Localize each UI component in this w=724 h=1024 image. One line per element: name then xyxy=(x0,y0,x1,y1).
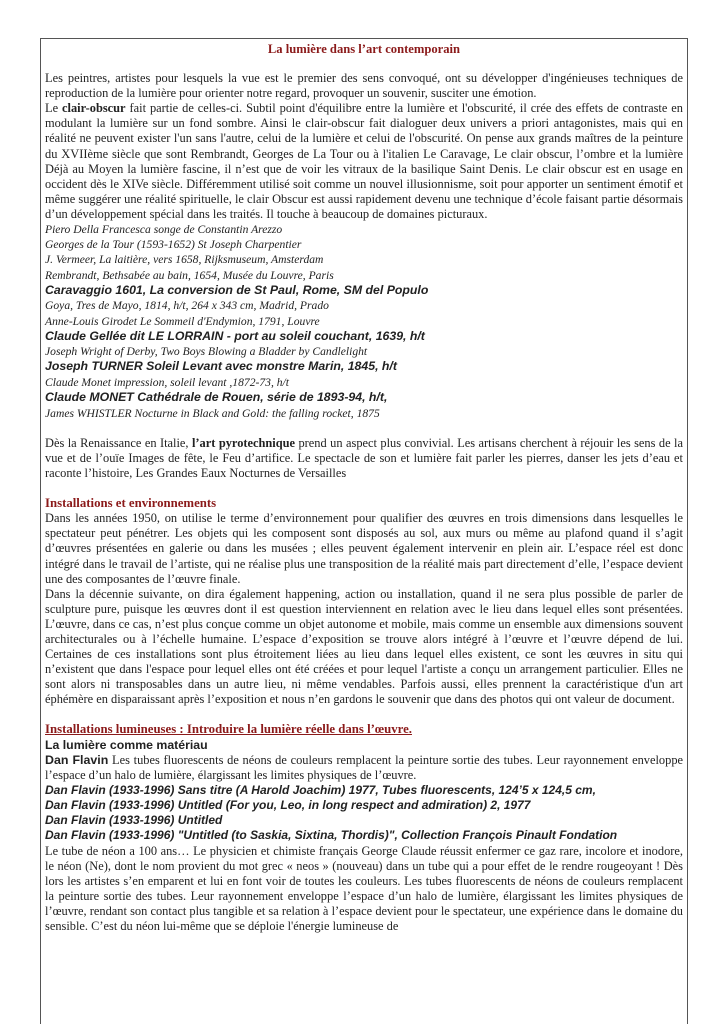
materiau-subheading: La lumière comme matériau xyxy=(45,737,208,752)
work-item: Georges de la Tour (1593-1652) St Joseph Charpentier xyxy=(45,238,302,252)
work-item: Anne-Louis Girodet Le Sommeil d'Endymion, 1791, Louvre xyxy=(45,314,320,328)
flavin-name: Dan Flavin xyxy=(45,752,109,767)
work-item: Piero Della Francesca songe de Constantin Arezzo xyxy=(45,223,283,237)
page-title: La lumière dans l’art contemporain xyxy=(267,42,461,56)
lumineuses-heading: Installations lumineuses : Introduire la lumière réelle dans l’œuvre. xyxy=(45,722,412,737)
clair-obscur-paragraph xyxy=(45,101,683,222)
clair-term: clair-obscur xyxy=(62,101,126,116)
work-item: J. Vermeer, La laitière, vers 1658, Rijksmuseum, Amsterdam xyxy=(45,253,324,267)
intro-paragraph: Les peintres, artistes pour lesquels la vue est le premier des sens convoqué, ont su développer d'ingénieuses techniques de reproduction de la lumière pour orienter notre regard, provoquer un souvenir, susciter une émotion. xyxy=(45,71,683,101)
pyrotechnie-paragraph xyxy=(45,436,683,481)
document-page xyxy=(40,38,688,1024)
work-item: Claude MONET Cathédrale de Rouen, série de 1893-94, h/t, xyxy=(45,390,388,405)
pyro-term: l’art pyrotechnique xyxy=(191,435,296,450)
clair-text: fait partie de celles-ci. Subtil point d'équilibre entre la lumière et l'obscurité, il crée des effets de contraste en modulant la lumière sur un fond sombre. Ainsi le clair-obscur fait dialoguer deux univers a priori antagonistes, mais qui en réalité ne peuvent exister l'un sans l'autre, celui de la lumière et celui de l'obscurité. On pense aux grands maîtres de la peinture du XVIIème siècle que sont Rembrandt, Georges de La Tour ou à l'italien Le Caravage, Le clair obscur, l’ombre et la lumière Déjà au Moyen la lumière fascine, il n’est que de voir les vitraux de la basilique Saint Denis. Le clair obscur est en usage en occident dès le XIVe siècle. Différemment utilisé soit comme un nouvel illusionnisme, soit pour apporter un sentiment émotif et même suggérer une réalité spirituelle, le clair Obscur est aussi rapidement devenu une technique d’école faisant partie désormais d’un développement spécial dans les traités. Il touche à beaucoup de domaines picturaux. xyxy=(45,101,683,221)
works-list xyxy=(45,222,683,421)
pyro-post: prend un aspect plus convivial. Les artisans cherchent à réjouir les sens de la vue et de l’ouïe Images de fête, le Feu d’artifice. Le spectacle de son et lumière fait parler les pierres, danser les jets d’eau et raconte l’histoire, Les Grandes Eaux Nocturnes de Versailles xyxy=(45,435,683,481)
work-item: Claude Monet impression, soleil levant ,1872-73, h/t xyxy=(45,375,289,389)
pyro-pre: Dès la Renaissance en Italie, xyxy=(45,435,192,450)
work-item: Goya, Tres de Mayo, 1814, h/t, 264 x 343 cm, Madrid, Prado xyxy=(45,299,329,313)
flavin-text: Les tubes fluorescents de néons de couleurs remplacent la peinture sortie des tubes. Leur rayonnement enveloppe l’espace d’un halo de lumière, élargissant les limites physiques de l’œuvre. xyxy=(45,752,684,782)
installations-paragraph-2: Dans la décennie suivante, on dira également happening, action ou installation, quand il ne sera plus possible de parler de sculpture pure, puisque les œuvres dont il est question interviennent en relation avec le lieu dans lequel elles sont présentées. L’œuvre, dans ce cas, n’est plus conçue comme un objet autonome et mobile, mais comme un ensemble aux dimensions souvent architecturales ou à l’échelle humaine. L’espace d’exposition se trouve alors intégré à l’œuvre et l’œuvre dépend de lui. Certaines de ces installations sont plus étroitement liées au lieu dans lequel elles existent, ce sont les œuvres in situ qui n’existent que dans l'espace pour lequel elles ont été créées et pour lequel l'artiste a conçu un arrangement particulier. Elles ne sont alors ni transposables dans un autre lieu, ni même vendables. Parfois aussi, elles prennent la caractéristique d'un art éphémère en disparaissant après l’exposition et nous n’en gardons le souvenir que dans des photos qui ont valeur de document. xyxy=(45,586,683,707)
flavin-work-item: Dan Flavin (1933-1996) Untitled xyxy=(45,813,223,828)
clair-lead: Le xyxy=(45,101,63,116)
work-item: Claude Gellée dit LE LORRAIN - port au soleil couchant, 1639, h/t xyxy=(45,328,425,343)
installations-heading: Installations et environnements xyxy=(45,496,217,511)
flavin-work-item: Dan Flavin (1933-1996) Untitled (For you, Leo, in long respect and admiration) 2, 1977 xyxy=(45,798,531,813)
work-item: James WHISTLER Nocturne in Black and Gold: the falling rocket, 1875 xyxy=(45,406,380,420)
work-item: Caravaggio 1601, La conversion de St Paul, Rome, SM del Populo xyxy=(45,282,429,297)
flavin-work-item: Dan Flavin (1933-1996) "Untitled (to Saskia, Sixtina, Thordis)", Collection François Pinault Fondation xyxy=(45,828,618,843)
installations-paragraph-1: Dans les années 1950, on utilise le terme d’environnement pour qualifier des œuvres en trois dimensions dans lesquelles le spectateur peut pénétrer. Les objets qui les composent sont disposés au sol, aux murs ou même au plafond quand il s’agit d’œuvres présentées en galerie ou dans les musées ; elles peuvent également intervenir en plein air. L’espace réel est donc intégré dans le travail de l’artiste, qui ne réalise plus une transposition de la réalité mais part directement d’elle, l’espace devient une des composantes de l’œuvre finale. xyxy=(45,511,683,586)
flavin-paragraph xyxy=(45,753,683,783)
flavin-work-item: Dan Flavin (1933-1996) Sans titre (A Harold Joachim) 1977, Tubes fluorescents, 124’5 x 124,5 cm, xyxy=(45,782,596,797)
work-item: Joseph Wright of Derby, Two Boys Blowing a Bladder by Candlelight xyxy=(45,345,368,359)
neon-paragraph: Le tube de néon a 100 ans… Le physicien et chimiste français George Claude réussit enfermer ce gaz rare, incolore et inodore, le néon (Ne), dont le nom provient du mot grec « neos » (nouveau) dans un tube qui a pour effet de le rendre rougeoyant ! Dès lors les artistes s’en emparent et lui en font voir de toutes les couleurs. Les tubes fluorescents de néons de couleurs remplacent la peinture sortie des tubes. Leur rayonnement enveloppe l’espace d’un halo de lumière, élargissant les limites physiques de l’œuvre, rendant son contact plus tangible et sa relation à l’espace devient pour le spectateur, une expérience dans le domaine du sensible. C’est du néon lui-même que se déploie l'énergie lumineuse de xyxy=(45,843,683,934)
work-item: Joseph TURNER Soleil Levant avec monstre Marin, 1845, h/t xyxy=(45,359,397,374)
work-item: Rembrandt, Bethsabée au bain, 1654, Musée du Louvre, Paris xyxy=(45,268,334,282)
